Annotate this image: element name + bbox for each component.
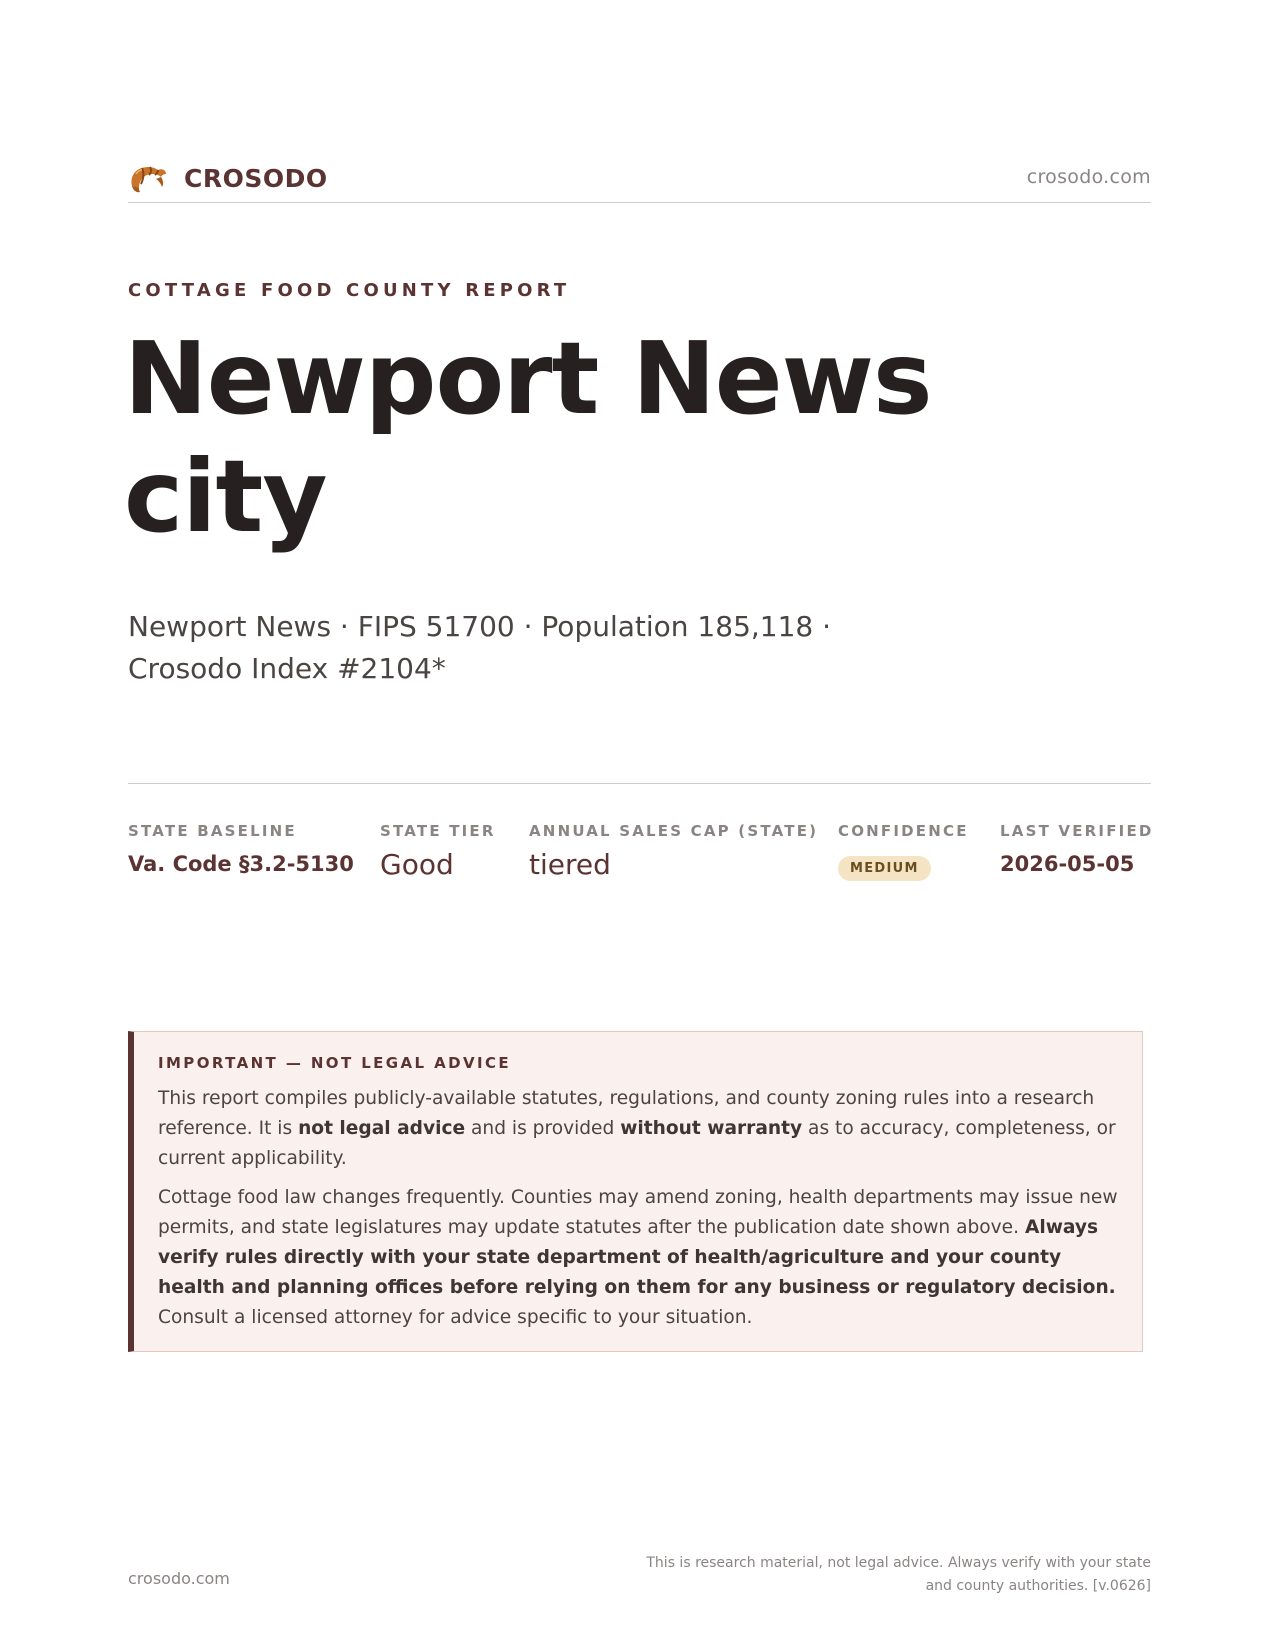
notice-paragraph-2 bbox=[158, 1183, 1118, 1333]
stat-state-tier bbox=[380, 822, 496, 881]
page-title: Newport News city bbox=[124, 320, 932, 555]
footer-url[interactable]: crosodo.com bbox=[128, 1569, 230, 1588]
stats-row bbox=[128, 783, 1154, 884]
notice-emphasis: not legal advice bbox=[298, 1118, 466, 1139]
notice-text: Consult a licensed attorney for advice specific to your situation. bbox=[158, 1307, 753, 1328]
page-header bbox=[128, 160, 1151, 203]
notice-text: as to accuracy, completeness, or current applicability. bbox=[158, 1118, 1116, 1169]
notice-paragraph-1 bbox=[158, 1084, 1118, 1174]
stat-value: tiered bbox=[529, 848, 611, 881]
stat-label: LAST VERIFIED bbox=[1000, 822, 1154, 840]
notice-title: IMPORTANT — NOT LEGAL ADVICE bbox=[158, 1054, 512, 1072]
stat-last-verified bbox=[1000, 822, 1154, 876]
croissant-icon bbox=[128, 160, 168, 196]
brand-name: CROSODO bbox=[184, 163, 328, 193]
notice-text: and is provided bbox=[465, 1118, 621, 1139]
stat-label: ANNUAL SALES CAP (STATE) bbox=[529, 822, 819, 840]
notice-emphasis: Always verify rules directly with your state department of health/agriculture and your county health and planning offices before relying on them for any business or regulatory decision. bbox=[158, 1217, 1116, 1298]
stat-state-baseline bbox=[128, 822, 354, 876]
notice-text: Cottage food law changes frequently. Counties may amend zoning, health departments may issue new permits, and state legislatures may update statutes after the publication date shown above. bbox=[158, 1187, 1118, 1238]
stat-label: STATE BASELINE bbox=[128, 822, 297, 840]
stat-annual-sales-cap bbox=[529, 822, 818, 881]
stat-label: STATE TIER bbox=[380, 822, 496, 840]
legal-notice bbox=[128, 1031, 1143, 1352]
stat-label: CONFIDENCE bbox=[838, 822, 969, 840]
header-url[interactable]: crosodo.com bbox=[1026, 166, 1151, 188]
stat-value: Good bbox=[380, 848, 454, 881]
stat-confidence bbox=[838, 822, 969, 881]
report-eyebrow: COTTAGE FOOD COUNTY REPORT bbox=[128, 280, 571, 301]
footer-disclaimer: This is research material, not legal advice. Always verify with your state and county authorities. [v.0626] bbox=[646, 1555, 1151, 1594]
notice-text: This report compiles publicly-available statutes, regulations, and county zoning rules into a research reference. It is bbox=[158, 1088, 1095, 1139]
stat-value: Va. Code §3.2-5130 bbox=[128, 852, 354, 876]
notice-emphasis: without warranty bbox=[620, 1118, 803, 1139]
report-page bbox=[124, 0, 1154, 1650]
confidence-badge: MEDIUM bbox=[838, 856, 931, 881]
stat-value: 2026-05-05 bbox=[1000, 852, 1135, 876]
brand bbox=[128, 160, 328, 196]
report-subtitle: Newport News · FIPS 51700 · Population 185,118 · Crosodo Index #2104* bbox=[128, 610, 832, 685]
